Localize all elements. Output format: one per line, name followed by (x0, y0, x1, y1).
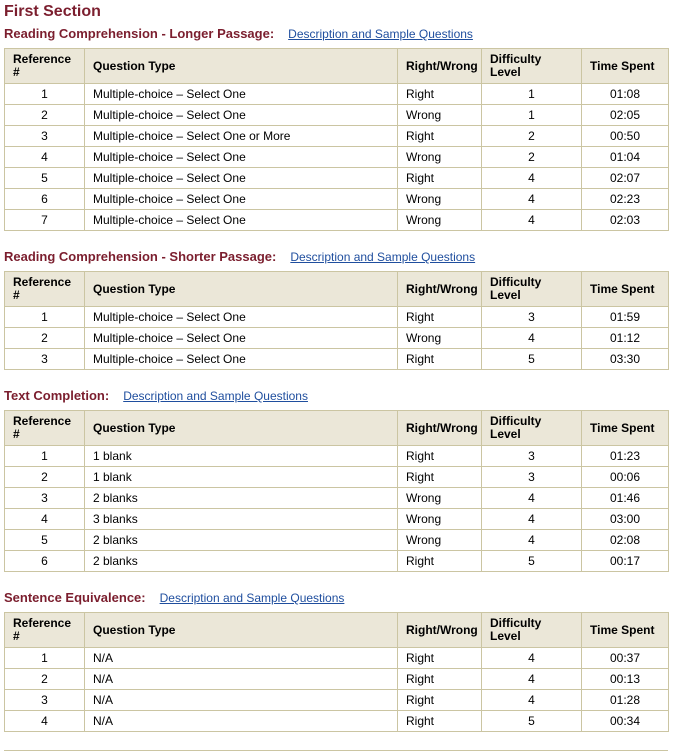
question-type-cell: Multiple-choice – Select One (85, 349, 398, 370)
right-wrong-cell: Right (398, 446, 482, 467)
right-wrong-cell: Wrong (398, 105, 482, 126)
question-type-cell: Multiple-choice – Select One (85, 328, 398, 349)
question-type-cell: Multiple-choice – Select One or More (85, 126, 398, 147)
table-row (5, 446, 669, 467)
reference-number-cell: 1 (5, 648, 85, 669)
table-row (5, 168, 669, 189)
time-spent-cell: 03:00 (582, 509, 669, 530)
right-wrong-cell: Wrong (398, 210, 482, 231)
question-type-cell: 3 blanks (85, 509, 398, 530)
column-header-right-wrong: Right/Wrong (398, 613, 482, 648)
column-header-time-spent: Time Spent (582, 613, 669, 648)
reference-number-cell: 3 (5, 349, 85, 370)
column-header-question-type: Question Type (85, 272, 398, 307)
reference-number-cell: 1 (5, 84, 85, 105)
table-row (5, 669, 669, 690)
table-row (5, 711, 669, 732)
table-row (5, 126, 669, 147)
section-heading: Sentence Equivalence: (4, 590, 146, 605)
description-and-sample-questions-link[interactable]: Description and Sample Questions (290, 250, 476, 264)
difficulty-level-cell: 3 (482, 446, 582, 467)
question-table (4, 612, 669, 732)
right-wrong-cell: Right (398, 711, 482, 732)
description-and-sample-questions-link[interactable]: Description and Sample Questions (288, 27, 473, 41)
section-heading: Reading Comprehension - Longer Passage: (4, 26, 275, 41)
difficulty-level-cell: 4 (482, 328, 582, 349)
difficulty-level-cell: 2 (482, 126, 582, 147)
table-row (5, 488, 669, 509)
right-wrong-cell: Wrong (398, 509, 482, 530)
right-wrong-cell: Wrong (398, 147, 482, 168)
table-row (5, 105, 669, 126)
column-header-difficulty-level: Difficulty Level (482, 272, 582, 307)
difficulty-level-cell: 4 (482, 189, 582, 210)
difficulty-level-cell: 2 (482, 147, 582, 168)
column-header-right-wrong: Right/Wrong (398, 411, 482, 446)
question-type-cell: 2 blanks (85, 488, 398, 509)
reference-number-cell: 5 (5, 530, 85, 551)
reference-number-cell: 1 (5, 307, 85, 328)
question-type-cell: Multiple-choice – Select One (85, 189, 398, 210)
time-spent-cell: 00:34 (582, 711, 669, 732)
right-wrong-cell: Right (398, 168, 482, 189)
right-wrong-cell: Wrong (398, 189, 482, 210)
table-row (5, 210, 669, 231)
right-wrong-cell: Right (398, 669, 482, 690)
column-header-difficulty-level: Difficulty Level (482, 49, 582, 84)
time-spent-cell: 01:28 (582, 690, 669, 711)
description-and-sample-questions-link[interactable]: Description and Sample Questions (123, 389, 308, 403)
difficulty-level-cell: 5 (482, 551, 582, 572)
column-header-time-spent: Time Spent (582, 411, 669, 446)
time-spent-cell: 02:07 (582, 168, 669, 189)
table-row (5, 690, 669, 711)
reference-number-cell: 2 (5, 105, 85, 126)
right-wrong-cell: Right (398, 648, 482, 669)
table-row (5, 530, 669, 551)
difficulty-level-cell: 3 (482, 467, 582, 488)
time-spent-cell: 01:12 (582, 328, 669, 349)
section-header (4, 249, 668, 265)
reference-number-cell: 3 (5, 126, 85, 147)
question-type-cell: 2 blanks (85, 530, 398, 551)
column-header-time-spent: Time Spent (582, 49, 669, 84)
question-table (4, 48, 669, 231)
table-header-row (5, 49, 669, 84)
column-header-reference-number: Reference # (5, 613, 85, 648)
question-section (4, 590, 668, 732)
right-wrong-cell: Right (398, 307, 482, 328)
reference-number-cell: 6 (5, 551, 85, 572)
reference-number-cell: 3 (5, 488, 85, 509)
difficulty-level-cell: 4 (482, 648, 582, 669)
question-type-cell: N/A (85, 669, 398, 690)
difficulty-level-cell: 5 (482, 711, 582, 732)
time-spent-cell: 01:23 (582, 446, 669, 467)
difficulty-level-cell: 1 (482, 84, 582, 105)
time-spent-cell: 02:23 (582, 189, 669, 210)
reference-number-cell: 7 (5, 210, 85, 231)
right-wrong-cell: Right (398, 690, 482, 711)
question-type-cell: Multiple-choice – Select One (85, 147, 398, 168)
reference-number-cell: 2 (5, 669, 85, 690)
difficulty-level-cell: 4 (482, 690, 582, 711)
difficulty-level-cell: 4 (482, 509, 582, 530)
section-header (4, 388, 668, 404)
difficulty-level-cell: 4 (482, 168, 582, 189)
time-spent-cell: 03:30 (582, 349, 669, 370)
question-section (4, 388, 668, 572)
reference-number-cell: 5 (5, 168, 85, 189)
right-wrong-cell: Wrong (398, 488, 482, 509)
table-row (5, 147, 669, 168)
question-type-cell: N/A (85, 711, 398, 732)
reference-number-cell: 4 (5, 509, 85, 530)
time-spent-cell: 00:17 (582, 551, 669, 572)
question-type-cell: N/A (85, 690, 398, 711)
difficulty-level-cell: 4 (482, 488, 582, 509)
description-and-sample-questions-link[interactable]: Description and Sample Questions (159, 591, 345, 605)
reference-number-cell: 2 (5, 467, 85, 488)
column-header-difficulty-level: Difficulty Level (482, 613, 582, 648)
reference-number-cell: 1 (5, 446, 85, 467)
question-table (4, 271, 669, 370)
column-header-time-spent: Time Spent (582, 272, 669, 307)
table-row (5, 648, 669, 669)
time-spent-cell: 00:37 (582, 648, 669, 669)
column-header-question-type: Question Type (85, 613, 398, 648)
table-row (5, 467, 669, 488)
question-type-cell: Multiple-choice – Select One (85, 84, 398, 105)
column-header-reference-number: Reference # (5, 272, 85, 307)
right-wrong-cell: Right (398, 349, 482, 370)
column-header-question-type: Question Type (85, 49, 398, 84)
question-type-cell: 2 blanks (85, 551, 398, 572)
table-row (5, 551, 669, 572)
section-heading: Text Completion: (4, 388, 110, 403)
time-spent-cell: 02:08 (582, 530, 669, 551)
question-section (4, 26, 668, 231)
right-wrong-cell: Right (398, 126, 482, 147)
time-spent-cell: 01:46 (582, 488, 669, 509)
table-row (5, 189, 669, 210)
column-header-reference-number: Reference # (5, 411, 85, 446)
question-table (4, 410, 669, 572)
right-wrong-cell: Right (398, 84, 482, 105)
difficulty-level-cell: 5 (482, 349, 582, 370)
time-spent-cell: 01:59 (582, 307, 669, 328)
right-wrong-cell: Right (398, 551, 482, 572)
time-spent-cell: 02:05 (582, 105, 669, 126)
column-header-right-wrong: Right/Wrong (398, 272, 482, 307)
difficulty-level-cell: 4 (482, 210, 582, 231)
question-type-cell: 1 blank (85, 467, 398, 488)
time-spent-cell: 02:03 (582, 210, 669, 231)
difficulty-level-cell: 4 (482, 530, 582, 551)
question-type-cell: 1 blank (85, 446, 398, 467)
time-spent-cell: 00:06 (582, 467, 669, 488)
table-header-row (5, 411, 669, 446)
table-row (5, 307, 669, 328)
difficulty-level-cell: 3 (482, 307, 582, 328)
time-spent-cell: 01:04 (582, 147, 669, 168)
table-row (5, 509, 669, 530)
time-spent-cell: 01:08 (582, 84, 669, 105)
table-row (5, 84, 669, 105)
column-header-difficulty-level: Difficulty Level (482, 411, 582, 446)
difficulty-level-cell: 1 (482, 105, 582, 126)
table-row (5, 349, 669, 370)
column-header-right-wrong: Right/Wrong (398, 49, 482, 84)
table-header-row (5, 613, 669, 648)
column-header-reference-number: Reference # (5, 49, 85, 84)
section-header (4, 590, 668, 606)
right-wrong-cell: Wrong (398, 530, 482, 551)
question-section (4, 249, 668, 370)
reference-number-cell: 3 (5, 690, 85, 711)
table-header-row (5, 272, 669, 307)
section-heading: Reading Comprehension - Shorter Passage: (4, 249, 277, 264)
table-row (5, 328, 669, 349)
time-spent-cell: 00:13 (582, 669, 669, 690)
sections-container (4, 26, 668, 732)
right-wrong-cell: Wrong (398, 328, 482, 349)
time-spent-cell: 00:50 (582, 126, 669, 147)
question-type-cell: Multiple-choice – Select One (85, 105, 398, 126)
question-type-cell: N/A (85, 648, 398, 669)
reference-number-cell: 4 (5, 711, 85, 732)
reference-number-cell: 2 (5, 328, 85, 349)
question-type-cell: Multiple-choice – Select One (85, 307, 398, 328)
reference-number-cell: 6 (5, 189, 85, 210)
question-type-cell: Multiple-choice – Select One (85, 168, 398, 189)
section-header (4, 26, 668, 42)
difficulty-level-cell: 4 (482, 669, 582, 690)
right-wrong-cell: Right (398, 467, 482, 488)
reference-number-cell: 4 (5, 147, 85, 168)
column-header-question-type: Question Type (85, 411, 398, 446)
page-title: First Section (4, 3, 101, 20)
question-type-cell: Multiple-choice – Select One (85, 210, 398, 231)
